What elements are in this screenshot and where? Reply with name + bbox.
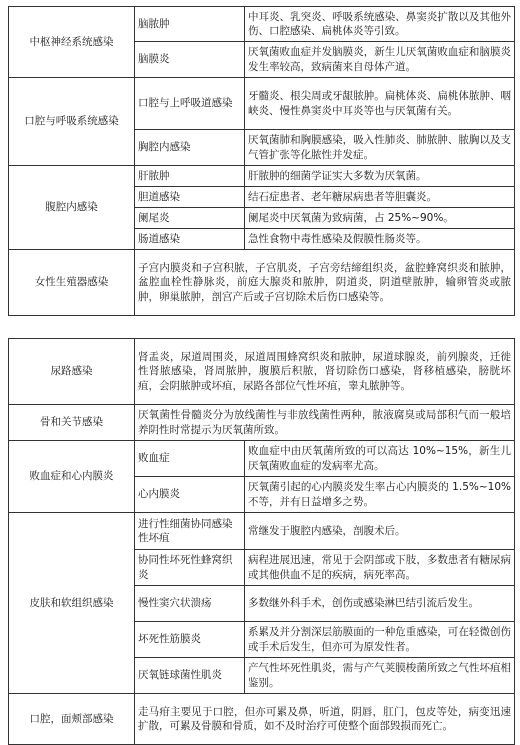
table-row [9,441,515,477]
category-cell: 口腔，面颊部感染 [9,694,135,745]
category-cell: 皮肤和软组织感染 [9,513,135,694]
subcategory-cell: 脑膜炎 [135,42,245,78]
category-cell: 口腔与呼吸系统感染 [9,78,135,166]
infection-table-1 [8,6,515,316]
subcategory-cell: 阑尾炎 [135,208,245,229]
description-cell: 败血症中由厌氧菌所致的可以高达 10%~15%，新生儿厌氧菌败血症的发病率尤高。 [245,441,515,477]
category-cell: 女性生殖器感染 [9,250,135,316]
description-cell: 多数继外科手术，创伤或感染淋巴结引流后发生。 [245,586,515,622]
description-cell: 肝脓肿的细菌学证实大多数为厌氧菌。 [245,166,515,187]
table-row [9,405,515,441]
subcategory-cell: 口腔与上呼吸道感染 [135,78,245,130]
description-cell: 厌氧菌肺和胸膜感染，吸入性肺炎、肺脓肿、脓胸以及支气管扩张等化脓性并发症。 [245,130,515,166]
description-cell: 阑尾炎中厌氧菌为致病菌，占 25%~90%。 [245,208,515,229]
description-cell: 厌氧菌性骨髓炎分为放线菌性与非放线菌性两种，脓液腐臭或局部积气而一般培养阴性时常提示为厌氧菌所致。 [135,405,515,441]
description-cell: 病程进展迅速，常见于会阴部或下肢，多数患者有糖尿病或其他供血不足的疾病，病死率高。 [245,550,515,586]
description-cell: 走马疳主要见于口腔，但亦可累及鼻，听道，阴唇，肛门，包皮等处，病变迅速扩散，可累及骨膜和骨质，如不及时治疗可使整个面部毁损而死亡。 [135,694,515,745]
description-cell: 中耳炎、乳突炎、呼吸系统感染、鼻窦炎扩散以及其他外伤、口腔感染、扁桃体炎等引致。 [245,7,515,42]
category-cell: 腹腔内感染 [9,166,135,250]
table-row [9,7,515,42]
table-row [9,513,515,550]
table-row [9,339,515,405]
category-cell: 败血症和心内膜炎 [9,441,135,513]
subcategory-cell: 慢性窦穴状溃疡 [135,586,245,622]
description-cell: 系累及并分割深层筋膜面的一种危重感染，可在轻微创伤或手术后发生，但亦可为原发性者。 [245,622,515,658]
subcategory-cell: 胸腔内感染 [135,130,245,166]
subcategory-cell: 坏死性筋膜炎 [135,622,245,658]
subcategory-cell: 胆道感染 [135,187,245,208]
description-cell: 肾盂炎，尿道周围炎，尿道周围蜂窝织炎和脓肿，尿道球腺炎，前列腺炎，迁徙性肾脓感染，肾周脓肿，腹膜后积脓，肾切除伤口感染，肾移植感染，膀胱坏疽，会阴脓肿或坏疽，尿路各部位气性坏疽，睾丸脓肿等。 [135,339,515,405]
subcategory-cell: 进行性细菌协同感染性坏疽 [135,513,245,550]
description-cell: 急性食物中毒性感染及假膜性肠炎等。 [245,229,515,250]
description-cell: 结石症患者、老年糖尿病患者等胆囊炎。 [245,187,515,208]
subcategory-cell: 脑脓肿 [135,7,245,42]
category-cell: 骨和关节感染 [9,405,135,441]
subcategory-cell: 协同性坏死性蜂窝织炎 [135,550,245,586]
description-cell: 常继发于腹腔内感染，剖腹术后。 [245,513,515,550]
category-cell: 中枢神经系统感染 [9,7,135,78]
category-cell: 尿路感染 [9,339,135,405]
infection-table-2 [8,338,515,745]
table-row [9,694,515,745]
description-cell: 子宫内膜炎和子宫积脓，子宫肌炎，子宫旁结缔组织炎，盆腔蜂窝织炎和脓肿，盆腔血栓性静脉炎，前庭大腺炎和脓肿，阴道炎，阴道壁脓肿，输卵管炎或脓肿，卵巢脓肿，剖宫产后或子宫切除术后伤口感染等。 [135,250,515,316]
subcategory-cell: 肠道感染 [135,229,245,250]
subcategory-cell: 败血症 [135,441,245,477]
table-row [9,166,515,187]
subcategory-cell: 心内膜炎 [135,477,245,513]
description-cell: 牙髓炎、根尖周或牙龈脓肿。扁桃体炎、扁桃体脓肿、咽峡炎、慢性鼻窦炎中耳炎等也与厌氧菌有关。 [245,78,515,130]
table-row [9,78,515,130]
description-cell: 厌氧菌败血症并发脑膜炎，新生儿厌氧菌败血症和脑膜炎发生率较高，致病菌来自母体产道。 [245,42,515,78]
table-row [9,250,515,316]
description-cell: 厌氧菌引起的心内膜炎发生率占心内膜炎的 1.5%~10%不等，并有日益增多之势。 [245,477,515,513]
subcategory-cell: 肝脓肿 [135,166,245,187]
description-cell: 产气性坏死性肌炎，需与产气荚膜梭菌所致之气性坏疽相鉴别。 [245,658,515,694]
subcategory-cell: 厌氧链球菌性肌炎 [135,658,245,694]
